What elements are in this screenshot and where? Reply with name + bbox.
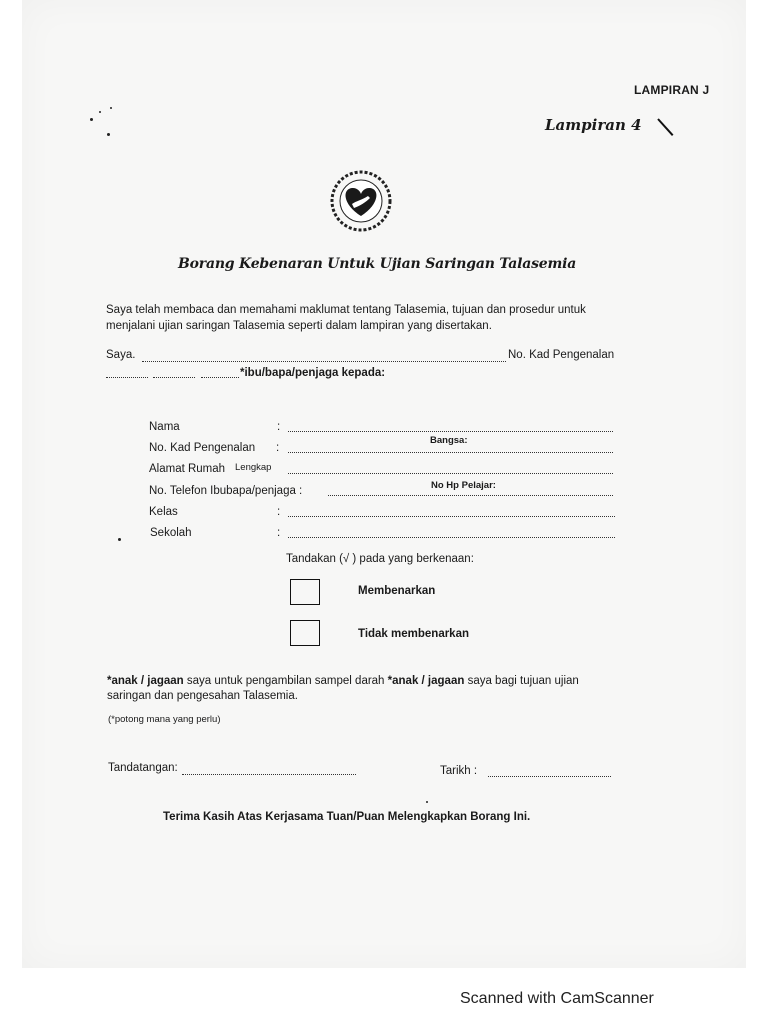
telefon-label: No. Telefon Ibubapa/penjaga : [149, 485, 303, 497]
alamat-label: Alamat Rumah [149, 463, 226, 475]
lampiran-4-label: Lampiran 4 [545, 116, 642, 134]
tandatangan-fill-line[interactable] [182, 774, 356, 775]
tarikh-label: Tarikh : [440, 765, 478, 777]
kelas-fill-line[interactable] [288, 516, 615, 517]
name-fill-line[interactable] [142, 361, 506, 362]
lampiran-j-label: LAMPIRAN J [634, 83, 710, 97]
nama-fill-line[interactable] [288, 431, 613, 432]
speck [107, 133, 110, 136]
colon: : [277, 421, 281, 433]
camscanner-watermark: Scanned with CamScanner [460, 990, 654, 1007]
membenarkan-label: Membenarkan [358, 585, 436, 597]
tandatangan-label: Tandatangan: [108, 762, 178, 774]
tarikh-fill-line[interactable] [488, 776, 611, 777]
hp-label: No Hp Pelajar: [431, 480, 496, 491]
consent-anak-2: *anak / jagaan [387, 675, 465, 687]
speck [99, 111, 101, 113]
membenarkan-checkbox[interactable] [290, 579, 320, 605]
telefon-fill-line[interactable] [328, 495, 613, 496]
footer-thanks: Terima Kasih Atas Kerjasama Tuan/Puan Melengkapkan Borang Ini. [163, 811, 531, 823]
tick-instruction: Tandakan (√ ) pada yang berkenaan: [286, 553, 474, 565]
speck [90, 118, 93, 121]
role-label: *ibu/bapa/penjaga kepada: [240, 367, 386, 379]
tidak-membenarkan-label: Tidak membenarkan [358, 628, 470, 640]
form-title: Borang Kebenaran Untuk Ujian Saringan Talasemia [178, 256, 577, 272]
kelas-label: Kelas [149, 506, 178, 518]
heart-hand-logo-icon [326, 168, 396, 234]
kad-fill-line-c[interactable] [201, 377, 239, 378]
consent-line-2: saringan dan pengesahan Talasemia. [107, 690, 298, 702]
colon: : [277, 506, 281, 518]
alamat-fill-line[interactable] [288, 473, 613, 474]
consent-text-2: saya bagi tujuan ujian [464, 675, 579, 687]
nama-label: Nama [149, 421, 180, 433]
tidak-membenarkan-checkbox[interactable] [290, 620, 320, 646]
kad-field-fill-line[interactable] [288, 452, 613, 453]
intro-line-1: Saya telah membaca dan memahami maklumat tentang Talasemia, tujuan dan prosedur untuk [106, 304, 586, 316]
speck [426, 801, 428, 803]
kad-field-label: No. Kad Pengenalan [149, 442, 256, 454]
sekolah-label: Sekolah [150, 527, 192, 539]
bangsa-label: Bangsa: [430, 435, 468, 446]
consent-text-1: saya untuk pengambilan sampel darah [183, 675, 388, 687]
colon: : [277, 527, 281, 539]
speck [118, 538, 121, 541]
sekolah-fill-line[interactable] [288, 537, 615, 538]
saya-label: Saya. [106, 349, 136, 361]
intro-line-2: menjalani ujian saringan Talasemia seperti dalam lampiran yang disertakan. [106, 320, 492, 332]
consent-anak-1: *anak / jagaan [107, 675, 184, 687]
lengkap-label: Lengkap [235, 462, 272, 473]
kad-fill-line-a[interactable] [106, 377, 148, 378]
kad-label: No. Kad Pengenalan [508, 349, 615, 361]
kad-fill-line-b[interactable] [153, 377, 195, 378]
speck [110, 107, 112, 109]
consent-note: (*potong mana yang perlu) [108, 714, 221, 725]
colon: : [276, 442, 280, 454]
consent-line-1 [107, 675, 579, 687]
